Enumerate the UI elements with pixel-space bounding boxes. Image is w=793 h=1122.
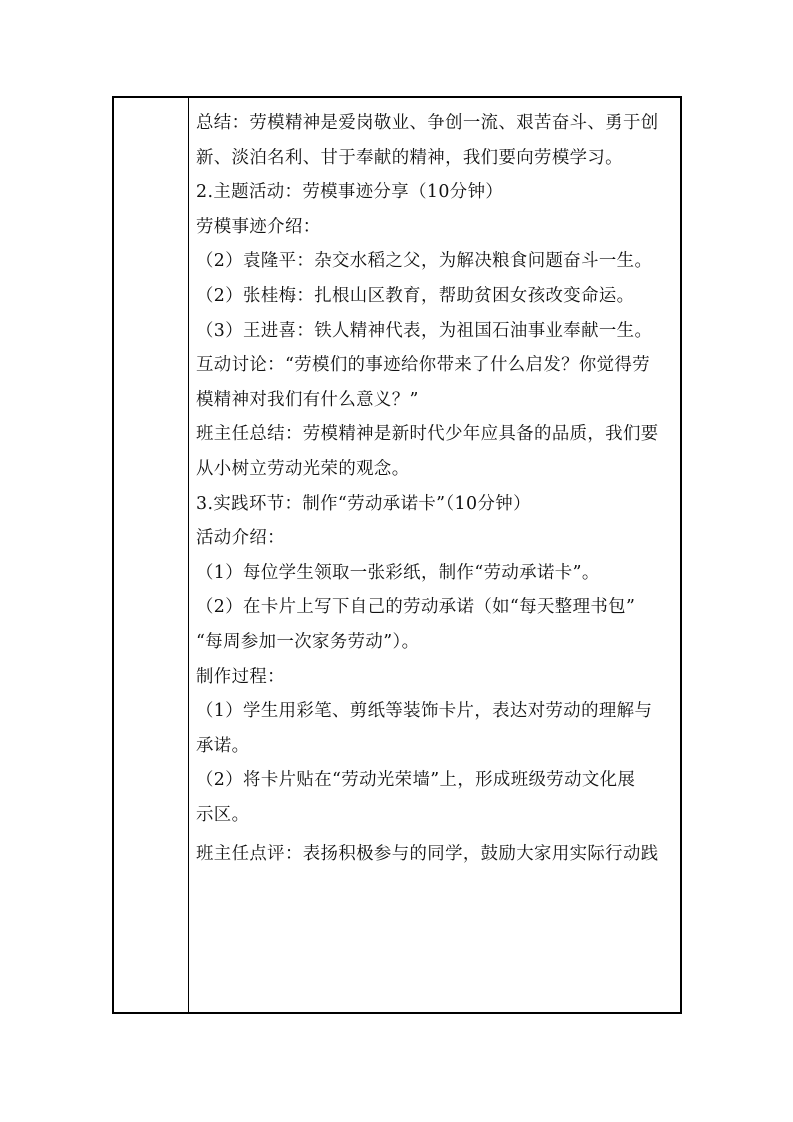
text-line: 制作过程： — [196, 666, 285, 687]
text-line: 劳模事迹介绍： — [196, 216, 321, 237]
text-line: 从小树立劳动光荣的观念。 — [196, 458, 410, 479]
list-item: （1）学生用彩笔、剪纸等装饰卡片，表达对劳动的理解与 — [196, 701, 653, 722]
list-item: “每周参加一次家务劳动”）。 — [196, 631, 420, 652]
list-item: （2）张桂梅：扎根山区教育，帮助贫困女孩改变命运。 — [196, 285, 635, 306]
list-item: （2）将卡片贴在“劳动光荣墙”上，形成班级劳动文化展 — [196, 770, 636, 791]
text-line: 新、淡泊名利、甘于奉献的精神，我们要向劳模学习。 — [196, 147, 623, 168]
list-item: （2）在卡片上写下自己的劳动承诺（如“每天整理书包” — [196, 597, 636, 618]
list-item: （1）每位学生领取一张彩纸，制作“劳动承诺卡”。 — [196, 562, 600, 583]
text-line: 活动介绍： — [196, 528, 285, 549]
lesson-plan-table — [112, 96, 682, 1014]
list-item: 示区。 — [196, 804, 250, 825]
text-line: 总结：劳模精神是爱岗敬业、争创一流、艰苦奋斗、勇于创 — [196, 113, 659, 133]
list-item: （2）袁隆平：杂交水稻之父，为解决粮食问题奋斗一生。 — [196, 251, 653, 272]
text-line: 互动讨论：“劳模们的事迹给你带来了什么启发？你觉得劳 — [196, 355, 651, 376]
activity-content-cell — [196, 106, 676, 871]
text-line: 模精神对我们有什么意义？” — [196, 389, 419, 410]
section-heading: 3.实践环节：制作“劳动承诺卡”（10分钟） — [196, 493, 531, 514]
column-divider — [188, 98, 189, 1012]
section-heading: 2.主题活动：劳模事迹分享（10分钟） — [196, 182, 504, 203]
list-item: 承诺。 — [196, 735, 250, 756]
text-line: 班主任点评：表扬积极参与的同学，鼓励大家用实际行动践 — [196, 843, 659, 864]
list-item: （3）王进喜：铁人精神代表，为祖国石油事业奉献一生。 — [196, 320, 653, 341]
text-line: 班主任总结：劳模精神是新时代少年应具备的品质，我们要 — [196, 424, 659, 445]
